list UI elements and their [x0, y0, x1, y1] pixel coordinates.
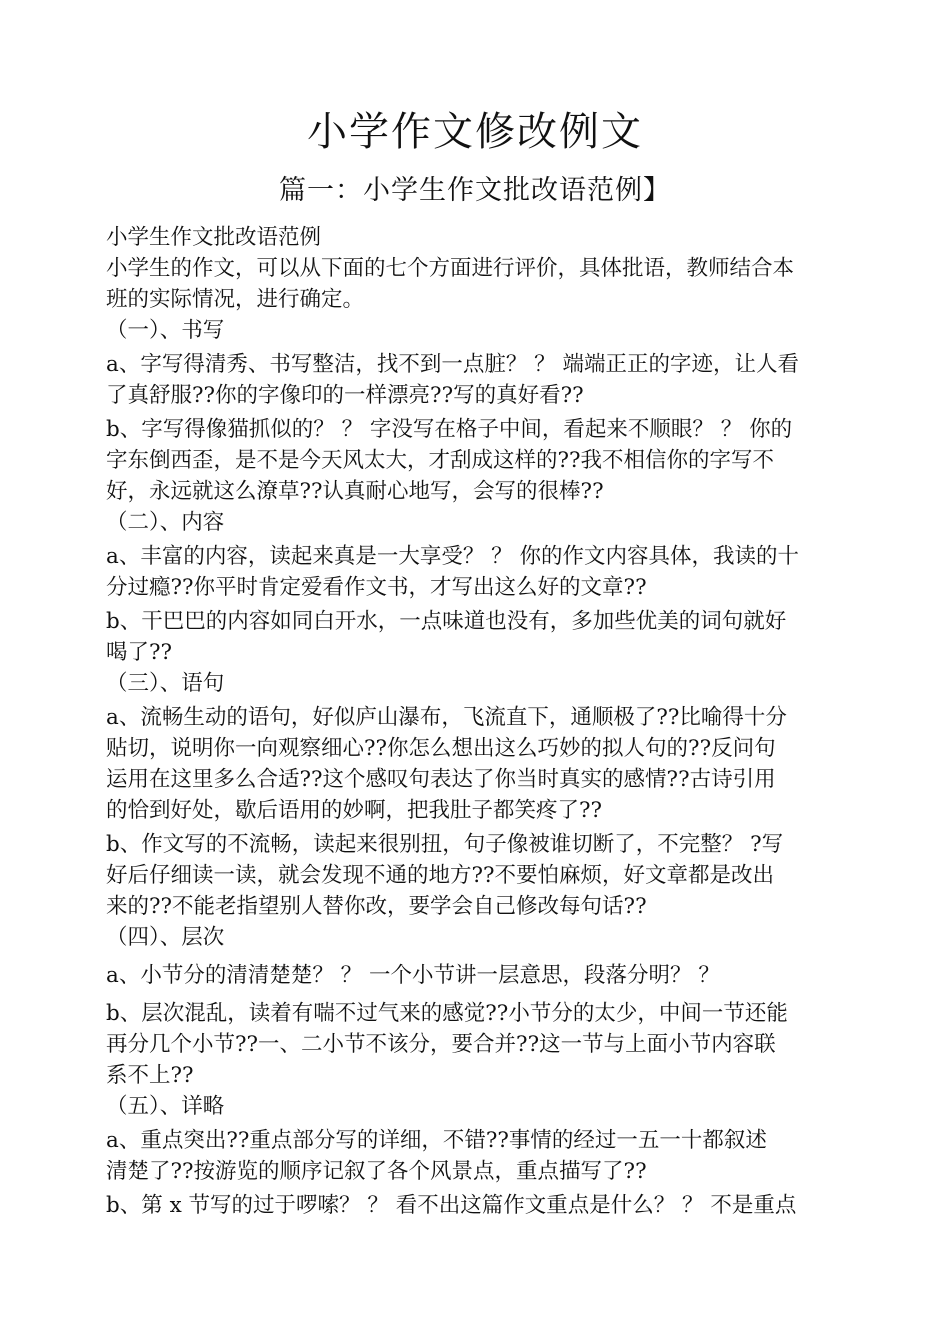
text-line: 分过瘾??你平时肯定爱看作文书，才写出这么好的文章?? — [106, 575, 647, 600]
text-line: 了真舒服??你的字像印的一样漂亮??写的真好看?? — [106, 383, 584, 408]
text-line: a、字写得清秀、书写整洁，找不到一点脏？ ？ 端端正正的字迹，让人看 — [106, 352, 799, 377]
text-line: b、层次混乱，读着有喘不过气来的感觉??小节分的太少，中间一节还能 — [106, 1001, 788, 1026]
section-heading: （三）、语句 — [106, 671, 225, 696]
text-line: a、流畅生动的语句，好似庐山瀑布，飞流直下，通顺极了??比喻得十分 — [106, 705, 787, 730]
text-line: 再分几个小节??一、二小节不该分，要合并??这一节与上面小节内容联 — [106, 1032, 776, 1057]
text-line: 小学生作文批改语范例 — [106, 225, 322, 250]
document-subtitle: 篇一：小学生作文批改语范例】 — [279, 175, 671, 206]
text-line: 系不上?? — [106, 1063, 194, 1088]
text-line: a、重点突出??重点部分写的详细，不错??事情的经过一五一十都叙述 — [106, 1128, 767, 1153]
document-title: 小学作文修改例文 — [307, 109, 643, 155]
text-line: 清楚了??按游览的顺序记叙了各个风景点，重点描写了?? — [106, 1159, 647, 1184]
text-line: 的恰到好处，歇后语用的妙啊，把我肚子都笑疼了?? — [106, 798, 603, 823]
text-line: b、字写得像猫抓似的？ ？ 字没写在格子中间，看起来不顺眼？ ？ 你的 — [106, 417, 793, 442]
section-heading: （二）、内容 — [106, 510, 225, 535]
text-line: b、干巴巴的内容如同白开水，一点味道也没有，多加些优美的词句就好 — [106, 609, 787, 634]
section-heading: （五）、详略 — [106, 1094, 225, 1119]
text-line: 小学生的作文，可以从下面的七个方面进行评价，具体批语，教师结合本 — [106, 256, 795, 281]
text-line: 字东倒西歪，是不是今天风太大，才刮成这样的??我不相信你的字写不 — [106, 448, 775, 473]
text-line: b、第 x 节写的过于啰嗦？ ？ 看不出这篇作文重点是什么？ ？ 不是重点 — [106, 1193, 797, 1218]
section-heading: （四）、层次 — [106, 925, 225, 950]
text-line: 好，永远就这么潦草??认真耐心地写，会写的很棒?? — [106, 479, 604, 504]
text-line: a、小节分的清清楚楚？ ？ 一个小节讲一层意思，段落分明？ ？ — [106, 963, 720, 988]
text-line: a、丰富的内容，读起来真是一大享受？ ？ 你的作文内容具体，我读的十 — [106, 544, 799, 569]
text-line: 好后仔细读一读，就会发现不通的地方??不要怕麻烦，好文章都是改出 — [106, 863, 775, 888]
text-line: 来的??不能老指望别人替你改，要学会自己修改每句话?? — [106, 894, 647, 919]
section-heading: （一）、书写 — [106, 318, 225, 343]
text-line: 运用在这里多么合适??这个感叹句表达了你当时真实的感情??古诗引用 — [106, 767, 776, 792]
text-line: 喝了?? — [106, 640, 173, 665]
text-line: 贴切，说明你一向观察细心??你怎么想出这么巧妙的拟人句的??反问句 — [106, 736, 776, 761]
text-line: b、作文写的不流畅，读起来很别扭，句子像被谁切断了，不完整？ ?写 — [106, 832, 784, 857]
document-body — [106, 222, 866, 1221]
text-line: 班的实际情况，进行确定。 — [106, 287, 365, 312]
